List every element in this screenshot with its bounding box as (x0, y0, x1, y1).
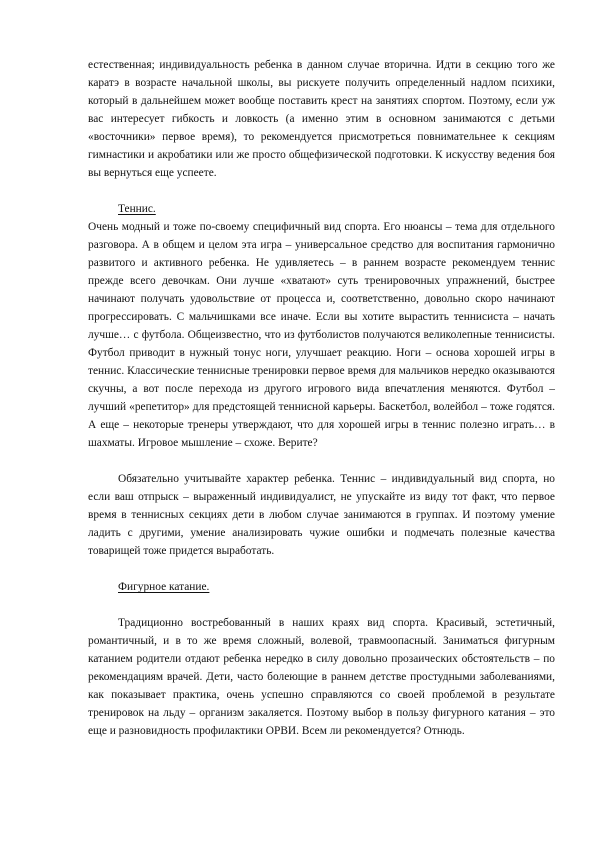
paragraph-karate: естественная; индивидуальность ребенка в данном случае вторична. Идти в секцию того же каратэ в возрасте начальной школы, вы рискуете получить определенный надлом психики, который в дальнейшем может вообще поставить крест на занятиях спортом. Поэтому, если уж вас интересует гибкость и ловкость (а именно этим в основном занимаются с детьми «восточники» первое время), то рекомендуется присмотреться повнимательнее к секциям гимнастики и акробатики или же просто общефизической подготовки. К искусству ведения боя вы вернуться еще успеете. (88, 59, 555, 179)
paragraph-tennis-character: Обязательно учитывайте характер ребенка. Теннис – индивидуальный вид спорта, но если ваш отпрыск – выраженный индивидуалист, не упускайте из виду тот факт, что первое время в теннисных секциях дети в любом случае занимаются в группах. И поэтому умение ладить с другими, умение анализировать чужие ошибки и подмечать полезные качества товарищей тоже придется выработать. (88, 473, 555, 557)
heading-figure-skating: Фигурное катание. (118, 581, 210, 593)
paragraph-gap (88, 452, 555, 470)
paragraph-figure-skating: Традиционно востребованный в наших краях вид спорта. Красивый, эстетичный, романтичный, и в то же время сложный, волевой, травмоопасный. Заниматься фигурным катанием родители отдают ребенка нередко в силу довольно прозаических обстоятельств – по рекомендациям врачей. Дети, часто болеющие в раннем детстве простудными заболеваниями, как показывает практика, очень успешно справляются со своей проблемой в результате тренировок на льду – организм закаляется. Поэтому выбор в пользу фигурного катания – это еще и разновидность профилактики ОРВИ. Всем ли рекомендуется? Отнюдь. (88, 617, 555, 737)
paragraph-tennis-intro: Очень модный и тоже по-своему специфичный вид спорта. Его нюансы – тема для отдельного разговора. А в общем и целом эта игра – универсальное средство для воспитания гармонично развитого и активного ребенка. Не удивляетесь – в раннем возрасте рекомендуем теннис прежде всего девочкам. Они лучше «хватают» суть тренировочных упражнений, быстрее начинают получать удовольствие от процесса и, соответственно, довольно скоро начинают прогрессировать. С мальчишками все иначе. Если вы хотите вырастить теннисиста – начать лучше… с футбола. Общеизвестно, что из футболистов получаются великолепные теннисисты. Футбол приводит в нужный тонус ноги, улучшает реакцию. Ноги – основа хорошей игры в теннис. Классические теннисные тренировки первое время для мальчиков нередко оказываются скучны, а вот после перехода из другого игрового вида впечатления меняются. Футбол – лучший «репетитор» для предстоящей теннисной карьеры. Баскетбол, волейбол – тоже годятся. А еще – некоторые тренеры утверждают, что для хорошей игры в теннис полезно играть… в шахматы. Игровое мышление – схоже. Верите? (88, 221, 555, 449)
paragraph-gap (88, 182, 555, 200)
paragraph-gap (88, 560, 555, 578)
heading-tennis: Теннис. (118, 203, 156, 215)
paragraph-gap (88, 596, 555, 614)
